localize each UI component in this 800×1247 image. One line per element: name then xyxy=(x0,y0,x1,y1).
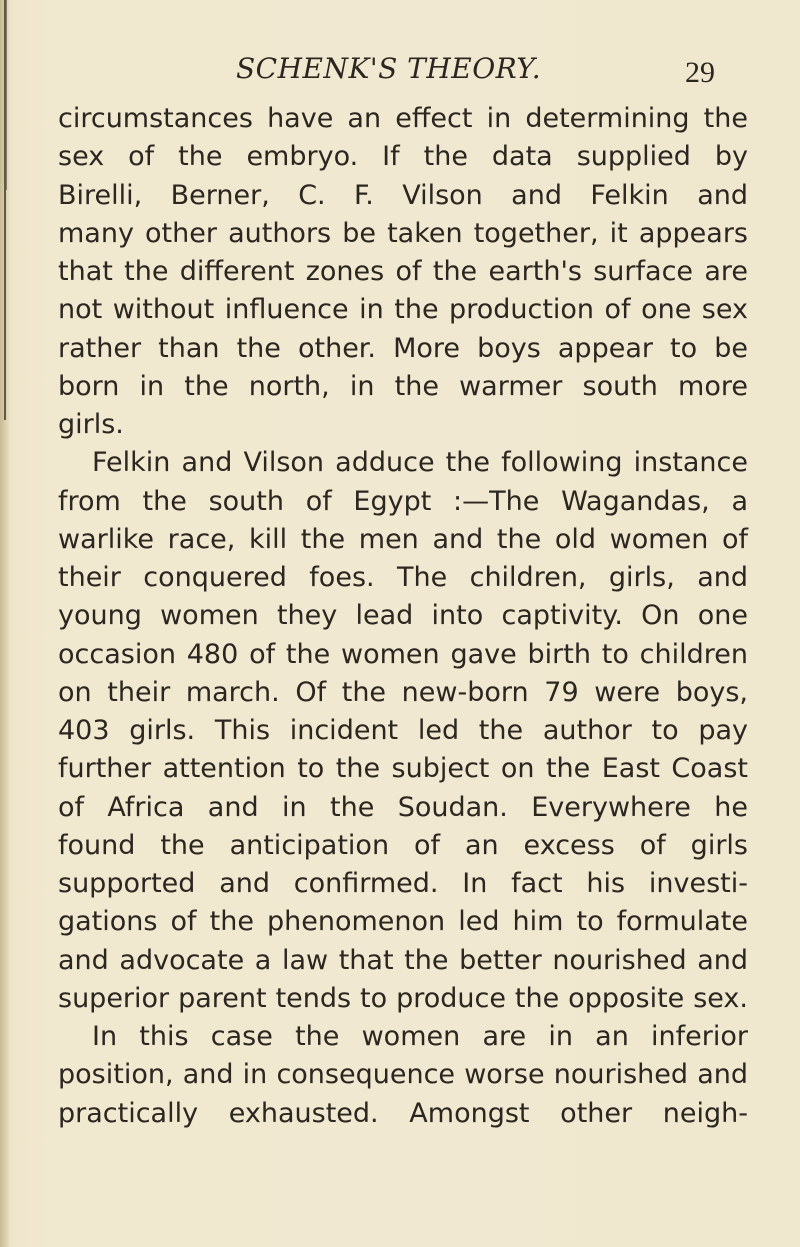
text-line: occasion 480 of the women gave birth to children xyxy=(58,638,748,670)
text-line: that the different zones of the earth's surface are xyxy=(58,256,748,287)
text-line: practically exhausted. Amongst other neigh- xyxy=(58,1097,748,1129)
running-head-title: SCHENK'S THEORY. xyxy=(236,52,542,85)
text-line: Birelli, Berner, C. F. Vilson and Felkin and xyxy=(58,179,748,211)
text-line: further attention to the subject on the East Coast xyxy=(58,753,748,785)
text-line: warlike race, kill the men and the old women of xyxy=(58,523,748,555)
text-line: and advocate a law that the better nourished and xyxy=(58,944,748,976)
text-line: circumstances have an effect in determining the xyxy=(58,103,748,134)
text-line: Felkin and Vilson adduce the following instance xyxy=(92,447,748,479)
body-text xyxy=(58,100,748,1133)
text-line: supported and confirmed. In fact his investi- xyxy=(58,868,748,899)
text-line: born in the north, in the warmer south more xyxy=(58,370,748,402)
text-line: young women they lead into captivity. On one xyxy=(58,600,748,632)
text-line: gations of the phenomenon led him to formulate xyxy=(58,906,748,938)
text-line: In this case the women are in an inferior xyxy=(92,1021,748,1052)
text-line: from the south of Egypt :—The Wagandas, a xyxy=(58,485,748,517)
text-line: 403 girls. This incident led the author to pay xyxy=(58,715,748,746)
text-line: found the anticipation of an excess of girls xyxy=(58,829,748,861)
page-number: 29 xyxy=(685,56,715,89)
text-line: their conquered foes. The children, girls, and xyxy=(58,562,748,593)
text-line: position, and in consequence worse nourished and xyxy=(58,1059,748,1091)
text-line: of Africa and in the Soudan. Everywhere he xyxy=(58,791,748,823)
text-line: rather than the other. More boys appear to be xyxy=(58,332,748,364)
running-head xyxy=(0,52,800,96)
text-line: many other authors be taken together, it appears xyxy=(58,217,748,249)
text-line: girls. xyxy=(58,409,124,440)
text-line: on their march. Of the new-born 79 were boys, xyxy=(58,676,748,708)
text-line: superior parent tends to produce the opposite sex. xyxy=(58,982,748,1014)
text-line: not without influence in the production of one sex xyxy=(58,294,748,326)
text-line: sex of the embryo. If the data supplied by xyxy=(58,141,748,173)
